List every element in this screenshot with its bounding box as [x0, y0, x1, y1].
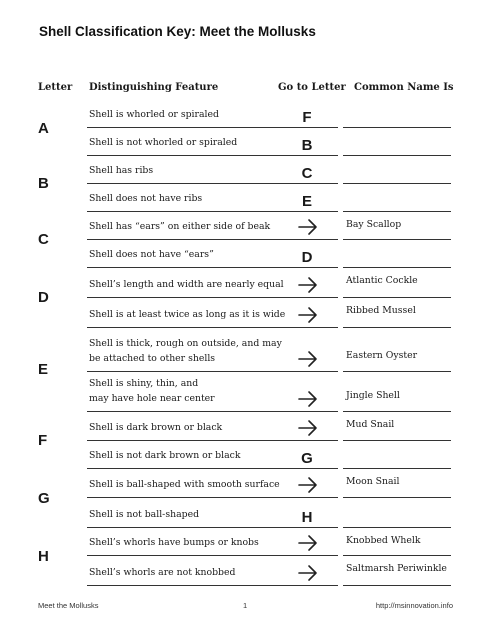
feature-rule	[87, 585, 338, 586]
header-feature: Distinguishing Feature	[89, 82, 219, 93]
common-rule	[343, 183, 451, 184]
common-rule	[343, 527, 451, 528]
feature-rule	[87, 127, 338, 128]
feature-rule	[87, 371, 338, 372]
feature-text: Shell’s whorls are not knobbed	[89, 567, 236, 578]
feature-rule	[87, 468, 338, 469]
goto-letter: B	[301, 137, 313, 154]
group-letter: B	[38, 175, 49, 192]
group-letter: G	[38, 489, 50, 507]
feature-text: Shell is at least twice as long as it is wide	[89, 309, 286, 320]
common-name: Jingle Shell	[346, 390, 400, 401]
right-arrow-icon	[297, 562, 319, 584]
common-name: Ribbed Mussel	[346, 305, 416, 316]
common-name: Mud Snail	[346, 419, 395, 430]
common-rule	[343, 327, 451, 328]
footer-left: Meet the Mollusks	[38, 601, 99, 610]
common-rule	[343, 155, 451, 156]
right-arrow-icon	[297, 474, 319, 496]
footer-page-number: 1	[243, 601, 248, 610]
group-letter: D	[38, 289, 49, 306]
feature-rule	[87, 183, 338, 184]
group-letter: H	[38, 548, 49, 565]
feature-rule	[87, 211, 338, 212]
common-rule	[343, 440, 451, 441]
common-name: Bay Scallop	[346, 219, 402, 230]
feature-rule	[87, 327, 338, 328]
right-arrow-icon	[297, 274, 319, 296]
right-arrow-icon	[297, 216, 319, 238]
feature-text: Shell is ball-shaped with smooth surface	[89, 479, 280, 490]
feature-text: Shell is shiny, thin, and	[89, 378, 199, 389]
feature-text: Shell has “ears” on either side of beak	[89, 221, 271, 232]
common-name: Moon Snail	[346, 476, 400, 487]
feature-rule	[87, 440, 338, 441]
common-rule	[343, 127, 451, 128]
header-letter: Letter	[38, 82, 73, 93]
common-rule	[343, 239, 451, 240]
feature-text: Shell is thick, rough on outside, and may	[89, 338, 282, 349]
common-rule	[343, 211, 451, 212]
goto-letter: H	[301, 509, 313, 526]
feature-text: Shell is not dark brown or black	[89, 450, 241, 461]
common-rule	[343, 371, 451, 372]
right-arrow-icon	[297, 532, 319, 554]
header-goto: Go to Letter	[278, 82, 346, 93]
right-arrow-icon	[297, 304, 319, 326]
feature-rule	[87, 411, 338, 412]
common-rule	[343, 497, 451, 498]
feature-rule	[87, 555, 338, 556]
group-letter: C	[38, 231, 49, 248]
feature-text: Shell is whorled or spiraled	[89, 109, 219, 120]
right-arrow-icon	[297, 417, 319, 439]
goto-letter: E	[301, 193, 312, 210]
feature-text: may have hole near center	[89, 393, 215, 404]
feature-rule	[87, 527, 338, 528]
group-letter: E	[38, 361, 49, 378]
feature-rule	[87, 155, 338, 156]
header-common-name: Common Name Is	[354, 82, 454, 93]
common-name: Eastern Oyster	[346, 350, 418, 361]
group-letter: F	[38, 431, 48, 449]
feature-text: Shell does not have “ears”	[89, 249, 214, 260]
common-rule	[343, 468, 451, 469]
feature-rule	[87, 267, 338, 268]
common-rule	[343, 297, 451, 298]
right-arrow-icon	[297, 388, 319, 410]
goto-letter: D	[301, 249, 313, 266]
footer-url: http://msinnovation.info	[375, 601, 453, 610]
feature-text: be attached to other shells	[89, 353, 216, 364]
common-rule	[343, 411, 451, 412]
feature-text: Shell does not have ribs	[89, 193, 203, 204]
feature-text: Shell’s whorls have bumps or knobs	[89, 537, 259, 548]
feature-text: Shell has ribs	[89, 165, 154, 176]
common-name: Saltmarsh Periwinkle	[346, 563, 447, 574]
right-arrow-icon	[297, 348, 319, 370]
feature-rule	[87, 239, 338, 240]
page-title: Shell Classification Key: Meet the Mollusks	[39, 24, 316, 39]
goto-letter: F	[302, 109, 312, 126]
common-rule	[343, 555, 451, 556]
common-name: Knobbed Whelk	[346, 535, 421, 546]
common-name: Atlantic Cockle	[346, 275, 418, 286]
feature-rule	[87, 297, 338, 298]
feature-text: Shell is dark brown or black	[89, 422, 223, 433]
goto-letter: G	[301, 450, 313, 467]
feature-text: Shell’s length and width are nearly equal	[89, 279, 284, 290]
feature-text: Shell is not whorled or spiraled	[89, 137, 238, 148]
goto-letter: C	[301, 165, 313, 182]
feature-rule	[87, 497, 338, 498]
common-rule	[343, 585, 451, 586]
group-letter: A	[38, 120, 49, 137]
common-rule	[343, 267, 451, 268]
feature-text: Shell is not ball-shaped	[89, 509, 200, 520]
